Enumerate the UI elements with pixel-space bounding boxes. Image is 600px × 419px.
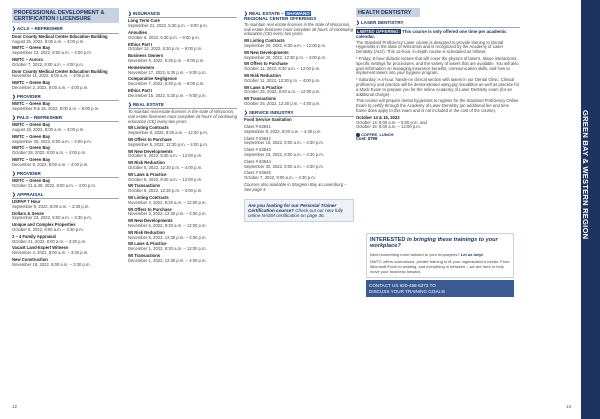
item-title: Annuities bbox=[128, 30, 148, 35]
interest-content bbox=[366, 233, 514, 278]
item-title: Business Owners bbox=[128, 53, 164, 59]
page-number-left: 12 bbox=[12, 404, 18, 409]
item-title: WI Laws & Practice bbox=[244, 84, 283, 90]
item-title: WI Risk Reduction bbox=[244, 72, 281, 78]
item-date: November 9, 2022, 5:30 p.m. – 9:00 p.m. bbox=[128, 57, 205, 63]
item-date: November 5, 2022, 12:30 p.m. – 4:00 p.m. bbox=[128, 234, 207, 240]
item-date: August 26, 2022, 8:00 a.m. – 4:00 p.m. bbox=[12, 38, 85, 44]
class-item bbox=[244, 148, 354, 158]
limited-text: This course is only offered one time per academic calendar. bbox=[356, 28, 507, 39]
class-item bbox=[244, 125, 354, 135]
coffee-text: COFFEE, LUNCH bbox=[361, 132, 394, 138]
column-health-dentistry bbox=[356, 8, 520, 144]
chevron-right-icon: ❯ bbox=[128, 11, 132, 16]
shawano-items bbox=[244, 39, 354, 107]
list-item bbox=[128, 208, 237, 218]
service-classes bbox=[244, 125, 354, 181]
date-2: October 15: 8:00 a.m. – 12:00 p.m. bbox=[356, 124, 421, 130]
class-date: October 7, 2022, 9:00 a.m. – 4:30 p.m. bbox=[244, 175, 316, 181]
item-title: Door County Medical Center Education Building bbox=[12, 33, 108, 39]
item-title: Long Term Care bbox=[128, 18, 160, 24]
class-number: Class # 83643 bbox=[244, 147, 271, 153]
interest-heading bbox=[370, 237, 510, 250]
class-date: September 9, 2022, 8:00 a.m. – 4:30 p.m. bbox=[244, 128, 322, 134]
list-item bbox=[128, 31, 237, 41]
item-date: October 6, 2022, 8:30 a.m. – 12:00 p.m. bbox=[128, 153, 203, 159]
list-item bbox=[128, 254, 237, 264]
list-item bbox=[12, 223, 119, 233]
list-item bbox=[128, 138, 237, 148]
item-title: Vacant Land-Expert Witness bbox=[12, 245, 69, 251]
item-title: WI Listing Contracts bbox=[244, 38, 285, 44]
item-date: September 9, 2022, 8:00 a.m. – 3:30 p.m. bbox=[12, 203, 90, 209]
item-title: NWTC – Green Bay bbox=[12, 133, 51, 139]
item-title: NWTC – Green Bay bbox=[12, 156, 51, 162]
interest-p1-text: Need something more tailored to your employees? bbox=[370, 251, 460, 257]
laser-paragraph-1: The Standard Proficiency Laser course is designed to provide training to Dental Hygienists in the state of Wisconsin and is recognized by the Academy of Laser Dentistry (ALD). This 12-hour, in-depth course is scheduled as follows: bbox=[356, 39, 504, 55]
item-title: Dollars & Sense bbox=[12, 210, 44, 216]
list-item bbox=[12, 135, 119, 145]
class-item bbox=[244, 160, 354, 170]
laser-section-title: LASER DENTISTRY bbox=[360, 20, 404, 26]
item-date: September 20, 2022, 12:30 p.m. – 4:00 p.m. bbox=[244, 54, 327, 60]
chevron-right-icon: ❯ bbox=[12, 93, 16, 99]
section-title-text: PROVIDER bbox=[16, 170, 41, 176]
item-date: October 12, 2022, 5:30 p.m. – 9:00 p.m. bbox=[128, 46, 203, 52]
list-item bbox=[128, 173, 237, 183]
item-date: October 21, 2022, 8:00 a.m. – 3:30 p.m. bbox=[12, 238, 87, 244]
col1-sections bbox=[12, 26, 119, 267]
list-item bbox=[12, 246, 119, 256]
laser-paragraph-3: * Saturday: A 4-hour, hands-on clinical section with lasers in our Dental Clinic. Clinical proficiency and practice will be demonstrated using pig mandibles as well as practice for a Mock Exam to prepare you for the online Academy of Laser Dentistry exam (for an additional charge). bbox=[356, 77, 520, 97]
item-date: December 1, 2022, 12:30 p.m. – 4:00 p.m. bbox=[128, 257, 207, 263]
list-item bbox=[12, 146, 119, 156]
service-item bbox=[244, 118, 354, 123]
item-title: WI Risk Reduction bbox=[128, 160, 165, 166]
item-date: October 6, 2022, 12:30 p.m. – 4:00 p.m. bbox=[128, 164, 203, 170]
item-date: September 20, 2022, 8:30 a.m. – 12:00 p.m. bbox=[244, 43, 327, 48]
section-title-text: REAL ESTATE bbox=[132, 101, 164, 107]
list-item bbox=[12, 102, 119, 112]
list-item bbox=[128, 196, 237, 206]
class-number: Class # 83644 bbox=[244, 158, 271, 164]
real-estate-note: To maintain real estate licenses in the state of Wisconsin, real estate licensees must complete 18 hours of continuing education (CE) every two years. bbox=[244, 21, 353, 37]
divider bbox=[356, 27, 520, 28]
section-title-service-industry bbox=[244, 110, 354, 115]
list-item bbox=[12, 179, 119, 189]
class-date: September 16, 2022, 8:00 a.m. – 4:30 p.m. bbox=[244, 140, 324, 146]
laser-dates bbox=[356, 116, 520, 130]
list-item bbox=[128, 43, 237, 53]
section-title bbox=[12, 115, 119, 120]
interest-heading-italic: in bringing these trainings to your workplace? bbox=[370, 237, 498, 250]
section-note: To maintain real estate licenses in the state of Wisconsin, real estate licensees must complete 18 hours of continuing education (CE) every two years. bbox=[128, 108, 237, 124]
laser-paragraph-4: This course will prepare dental hygienists to register for the Standard Proficiency Online Exam to certify through the Academy of Laser Dentistry (an additional fee and time frame does apply to this exam and is not included in the cost of the course). bbox=[356, 98, 519, 113]
item-date: October 25, 2022, 12:30 p.m. – 4:00 p.m. bbox=[244, 100, 321, 106]
limited-tag: LIMITED OFFERING: bbox=[357, 28, 400, 34]
item-title: WI Listing Contracts bbox=[128, 125, 169, 131]
item-title: WI Offers to Purchase bbox=[244, 61, 288, 67]
list-item bbox=[12, 58, 119, 68]
list-item bbox=[244, 39, 354, 49]
item-title: WI Offers to Purchase bbox=[128, 206, 172, 212]
chevron-right-icon: ❯ bbox=[244, 11, 248, 16]
list-item bbox=[128, 219, 237, 229]
personal-trainer-promo[interactable] bbox=[244, 199, 354, 223]
service-title: SERVICE INDUSTRY bbox=[248, 109, 294, 115]
class-number: Class # 83645 bbox=[244, 170, 271, 176]
cost-text: Cost: $799 bbox=[356, 136, 378, 142]
chevron-right-icon: ❯ bbox=[356, 20, 360, 26]
laser-cost bbox=[356, 137, 520, 142]
class-number: Class # 83642 bbox=[244, 135, 271, 141]
item-date: December 1, 2022, 8:30 a.m. – 12:00 p.m. bbox=[128, 246, 207, 252]
column-shawano-service bbox=[244, 8, 354, 222]
item-date: October 8, 2022, 8:30 a.m. – 12:00 p.m. bbox=[128, 176, 203, 182]
item-title: Comparative Negligence bbox=[128, 76, 177, 82]
section-title-laser-dentistry bbox=[356, 20, 520, 25]
item-date: August 19, 2022, 8:00 a.m. – 4:00 p.m. bbox=[12, 126, 85, 132]
date-1: October 14: 8:00 a.m. – 5:00 p.m. and bbox=[356, 119, 427, 125]
list-item bbox=[244, 86, 354, 96]
list-item bbox=[128, 126, 237, 136]
item-title: WI Transactions bbox=[128, 183, 161, 189]
item-date: September 30, 2022, 8:00 a.m. – 4:00 p.m. bbox=[12, 138, 92, 144]
chevron-right-icon: ❯ bbox=[12, 114, 16, 120]
item-title: Unique and Complex Properties bbox=[12, 222, 76, 228]
dates-title: October 14 & 15, 2022 bbox=[356, 114, 400, 120]
list-item bbox=[12, 123, 119, 133]
list-item bbox=[128, 184, 237, 194]
column-professional-development bbox=[12, 8, 119, 270]
item-date: September 21, 2022, 5:30 p.m. – 9:00 p.m. bbox=[128, 23, 208, 29]
item-title: 2 – 4 Family Appraisal bbox=[12, 233, 56, 239]
item-date: November 18, 2022, 8:00 a.m. – 3:30 p.m. bbox=[12, 261, 91, 267]
section-title bbox=[128, 102, 237, 107]
section-header-professional-development: PROFESSIONAL DEVELOPMENT & CERTIFICATION / LICENSURE bbox=[12, 8, 119, 23]
page-number-right: 13 bbox=[566, 404, 572, 409]
item-title: WI Offers to Purchase bbox=[128, 136, 172, 142]
item-date: September 9 & 16, 2022, 8:00 a.m. – 6:00 p.m. bbox=[12, 105, 100, 111]
list-item bbox=[128, 231, 237, 241]
section-title-text: ACLS – REFRESHER bbox=[16, 26, 63, 32]
list-item bbox=[12, 200, 119, 210]
contact-button[interactable] bbox=[366, 280, 514, 297]
class-date: September 23, 2022, 8:00 a.m. – 4:30 p.m. bbox=[244, 151, 324, 157]
list-item bbox=[12, 70, 119, 80]
item-title: WI Transactions bbox=[128, 252, 161, 258]
class-date: September 30, 2022, 8:00 a.m. – 4:30 p.m. bbox=[244, 163, 324, 169]
item-date: November 11, 2022, 8:00 a.m. – 4:00 p.m. bbox=[12, 73, 91, 79]
chevron-right-icon: ❯ bbox=[12, 191, 16, 197]
item-title: NWTC – Green Bay bbox=[12, 80, 51, 86]
item-title: NWTC – Green Bay bbox=[12, 101, 51, 107]
chevron-right-icon: ❯ bbox=[244, 109, 248, 115]
list-item bbox=[244, 74, 354, 84]
item-date: November 4, 2022, 8:00 a.m. – 3:30 p.m. bbox=[12, 250, 89, 256]
contact-line-2: DISCUSS YOUR TRAINING GOALS! bbox=[369, 288, 446, 294]
section-title-text: APPRAISAL bbox=[16, 191, 44, 197]
list-item bbox=[128, 66, 237, 76]
item-title: WI New Developments bbox=[244, 49, 289, 55]
item-date: December 2, 2022, 8:00 a.m. – 4:00 p.m. bbox=[12, 84, 89, 90]
interest-p2: NWTC offers customized, private training to fit your organization's needs. From Microsoft Excel to welding, and everything in between – we are here to help move your business forward. bbox=[370, 259, 510, 274]
item-title: NWTC – Green Bay bbox=[12, 122, 51, 128]
item-title: Ethics Part I bbox=[128, 41, 153, 47]
chevron-right-icon: ❯ bbox=[12, 26, 16, 32]
list-item bbox=[12, 158, 119, 168]
item-date: November 3, 2022, 12:30 p.m. – 4:00 p.m. bbox=[128, 211, 207, 217]
item-title: New Construction bbox=[12, 256, 48, 262]
class-item bbox=[244, 137, 354, 147]
item-date: December 7, 2022, 5:30 p.m. – 9:00 p.m. bbox=[128, 81, 205, 87]
list-item bbox=[128, 150, 237, 160]
section-header-health-dentistry: HEALTH DENTISTRY bbox=[356, 8, 420, 17]
laser-paragraph-2: * Friday: 8-hour didactic lecture that will cover the physics of laser's, tissue interactions, specific settings for procedures, and the variety of lasers that are available. You will also gain information on managing insurance benefits, communication skills, and how to implement lasers into your hygiene program. bbox=[356, 56, 519, 76]
list-item bbox=[244, 51, 354, 61]
item-title: WI New Developments bbox=[128, 148, 173, 154]
item-date: November 3, 2022, 8:30 a.m. – 12:00 p.m. bbox=[128, 199, 207, 205]
promo-question: Are you looking for our Personal Trainer Certification course? bbox=[248, 202, 337, 213]
item-date: December 15, 2022, 5:30 p.m. – 9:00 p.m. bbox=[128, 92, 207, 98]
interest-p1 bbox=[370, 253, 510, 258]
section-title-text: PROVIDER bbox=[16, 93, 41, 99]
chevron-right-icon: ❯ bbox=[128, 101, 132, 107]
list-item bbox=[12, 212, 119, 222]
section-title-real-estate-shawano bbox=[244, 11, 354, 22]
service-item-title: Food Service Sanitation bbox=[244, 117, 292, 123]
header-suffix: REGIONAL CENTER OFFERINGS bbox=[244, 16, 317, 22]
list-item bbox=[12, 46, 119, 56]
item-title: WI Risk Reduction bbox=[128, 229, 165, 235]
section-title bbox=[12, 171, 119, 176]
list-item bbox=[128, 161, 237, 171]
class-item bbox=[244, 171, 354, 181]
list-item bbox=[128, 242, 237, 252]
list-item bbox=[12, 81, 119, 91]
section-title bbox=[12, 94, 119, 99]
item-title: WI Listing Contracts bbox=[128, 194, 169, 200]
list-item bbox=[128, 19, 237, 29]
list-item bbox=[128, 89, 237, 99]
item-date: September 8, 2022, 8:30 a.m. – 12:00 p.m. bbox=[128, 130, 208, 136]
chevron-right-icon: ❯ bbox=[12, 170, 16, 176]
contact-line-1: CONTACT US 920-498-6373 TO bbox=[369, 283, 436, 289]
section-title-text: PALS – REFRESHER bbox=[16, 114, 63, 120]
item-date: September 23, 2022, 8:00 a.m. – 3:30 p.m. bbox=[12, 215, 92, 221]
item-date: September 8, 2022, 12:30 p.m. – 4:00 p.m. bbox=[128, 141, 208, 147]
item-date: October 25, 2022, 8:30 a.m. – 12:00 p.m. bbox=[244, 89, 321, 95]
item-date: October 28, 2022, 8:00 a.m. – 4:00 p.m. bbox=[12, 150, 87, 156]
list-item bbox=[244, 97, 354, 107]
courses-note: Courses also available in Sturgeon Bay & Luxemburg – See page 4 bbox=[244, 181, 347, 192]
item-title: USPAP 7 Hour bbox=[12, 198, 41, 204]
column-insurance-real-estate bbox=[128, 8, 237, 265]
list-item bbox=[244, 62, 354, 72]
region-title: GREEN BAY & WESTERN REGION bbox=[581, 110, 590, 240]
list-item bbox=[12, 258, 119, 268]
item-date: September 23, 2022, 8:00 a.m. – 4:00 p.m. bbox=[12, 50, 92, 56]
interest-p1-bold: Let us help! bbox=[459, 251, 484, 257]
item-date: October 6, 2022, 5:30 p.m. – 9:00 p.m. bbox=[128, 34, 200, 40]
shawano-highlight: SHAWANO bbox=[286, 11, 310, 16]
item-title: WI New Developments bbox=[128, 218, 173, 224]
item-date: October 7, 2022, 8:00 a.m. – 4:00 p.m. bbox=[12, 61, 84, 67]
item-title: NWTC – Aurora bbox=[12, 57, 43, 62]
class-number: Class # 83641 bbox=[244, 123, 271, 129]
item-date: October 11, 2022, 8:30 a.m. – 12:00 p.m. bbox=[244, 66, 321, 72]
header-prefix: REAL ESTATE – bbox=[248, 11, 286, 16]
item-title: Door County Medical Center Education Building bbox=[12, 68, 108, 74]
item-title: WI Laws & Practice bbox=[128, 171, 167, 177]
interest-heading-bold: INTERESTED bbox=[370, 237, 406, 243]
section-title-text: INSURANCE bbox=[132, 11, 161, 16]
section-title bbox=[12, 192, 119, 197]
item-title: Ethics Part I bbox=[128, 87, 153, 93]
section-title bbox=[128, 11, 237, 16]
item-title: NWTC – Green Bay bbox=[12, 145, 51, 151]
item-title: WI Transactions bbox=[244, 96, 277, 102]
limited-offering bbox=[356, 29, 520, 39]
list-item bbox=[128, 54, 237, 64]
section-title bbox=[12, 26, 119, 31]
list-item bbox=[12, 235, 119, 245]
item-date: October 8, 2022, 12:30 p.m. – 4:00 p.m. bbox=[128, 188, 203, 194]
item-date: December 9, 2022, 8:00 a.m. – 4:00 p.m. bbox=[12, 161, 89, 167]
item-title: WI Laws & Practice bbox=[128, 241, 167, 247]
list-item bbox=[12, 35, 119, 45]
item-date: October 8, 2022, 8:00 a.m. – 3:30 p.m. bbox=[12, 226, 84, 232]
item-date: October 21 & 28, 2022, 8:00 a.m. – 4:00 p.m. bbox=[12, 182, 97, 188]
interest-box bbox=[366, 233, 514, 297]
item-date: November 17, 2022, 5:30 p.m. – 9:00 p.m. bbox=[128, 69, 207, 75]
item-title: NWTC – Green Bay bbox=[12, 177, 51, 183]
col2-sections bbox=[128, 11, 237, 263]
promo-detail: Check out our new fully online NASM certification on page 36. bbox=[248, 207, 343, 218]
item-date: October 11, 2022, 12:30 p.m. – 4:00 p.m. bbox=[244, 77, 321, 83]
item-title: Homeowners bbox=[128, 64, 155, 70]
list-item bbox=[128, 77, 237, 87]
item-title: NWTC – Green Bay bbox=[12, 45, 51, 51]
item-date: November 5, 2022, 8:30 a.m. – 12:00 p.m. bbox=[128, 222, 207, 228]
